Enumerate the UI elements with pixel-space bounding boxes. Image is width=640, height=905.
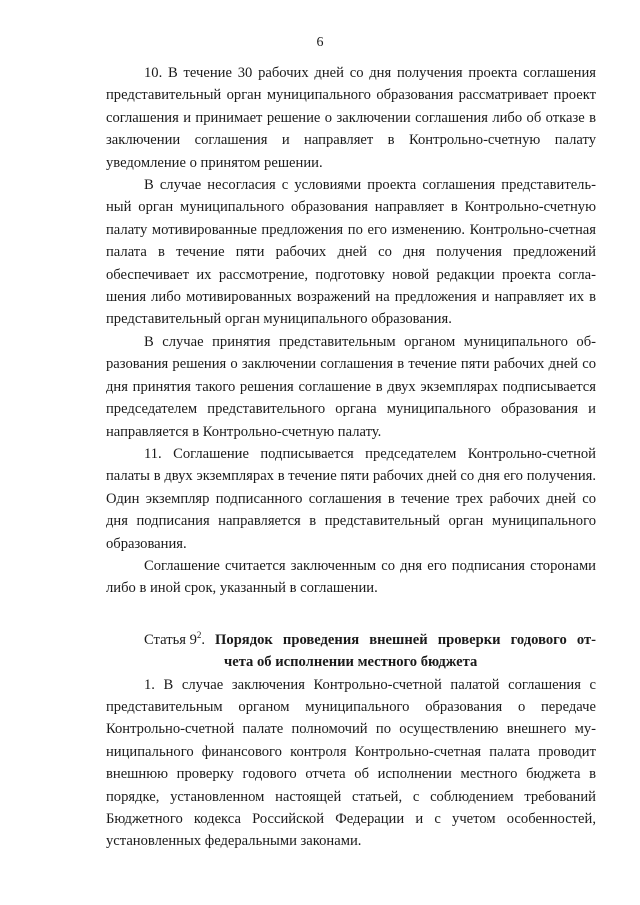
article-heading-line1 [106, 629, 596, 651]
article-title-line2: чета об исполнении местного бюджета [224, 654, 478, 671]
article-heading [106, 629, 596, 674]
page-number: 6 [316, 35, 324, 50]
document-body [106, 62, 596, 853]
article-title-line1: Порядок проведения внешней проверки годового от- [215, 631, 596, 648]
paragraph-acceptance: В случае принятия представительным органом муниципального образования решения о заключении соглашения в течение пяти рабочих дней со дня принятия такого решения соглашение в двух экземплярах подписывается председателем представительного органа муниципального образования и направляется в Контрольно-счетную палату. [106, 333, 596, 440]
article-superscript: 2 [196, 629, 202, 640]
paragraph-10: 10. В течение 30 рабочих дней со дня получения проекта соглашения представительный орган муниципального образования рассматривает проект соглашения и принимает решение о заключении соглашения либо об отказе в заключении соглашения и направляет в Контрольно-счетную палату уведомление о принятом решении. [106, 65, 596, 171]
paragraph-conclusion: Соглашение считается заключенным со дня его подписания сторонами либо в иной срок, указанный в соглашении. [106, 557, 596, 597]
paragraph-article-1: 1. В случае заключения Контрольно-счетной палатой соглашения с представительным органом муниципального образования о передаче Контрольно-счетной палате полномочий по осуществлению внешнего муниципального финансового контроля Контрольно-счетная палата проводит внешнюю проверку годового отчета об исполнении местного бюджета в порядке, установленном настоящей статьей, с соблюдением требований Бюджетного кодекса Российской Федерации и с учетом особенностей, установленных федеральными законами. [106, 676, 596, 850]
paragraph-11: 11. Соглашение подписывается председателем Контрольно-счетной палаты в двух экземплярах в течение пяти рабочих дней со дня его получения. Один экземпляр подписанного соглашения в течение трех рабочих дней со дня подписания направляется в представительный орган муниципального образования. [106, 445, 596, 552]
article-number: Статья 9 [144, 631, 197, 648]
article-label-suffix: . [201, 631, 206, 648]
paragraph-disagreement: В случае несогласия с условиями проекта соглашения представительный орган муниципального образования направляет в Контрольно-счетную палату мотивированные предложения по его изменению. Контрольно-счетная палата в течение пяти рабочих дней со дня получения предложений обеспечивает их рассмотрение, подготовку новой редакции проекта соглашения либо мотивированных возражений на предложения и направляет их в представительный орган муниципального образования. [106, 177, 596, 328]
article-label [144, 629, 205, 651]
